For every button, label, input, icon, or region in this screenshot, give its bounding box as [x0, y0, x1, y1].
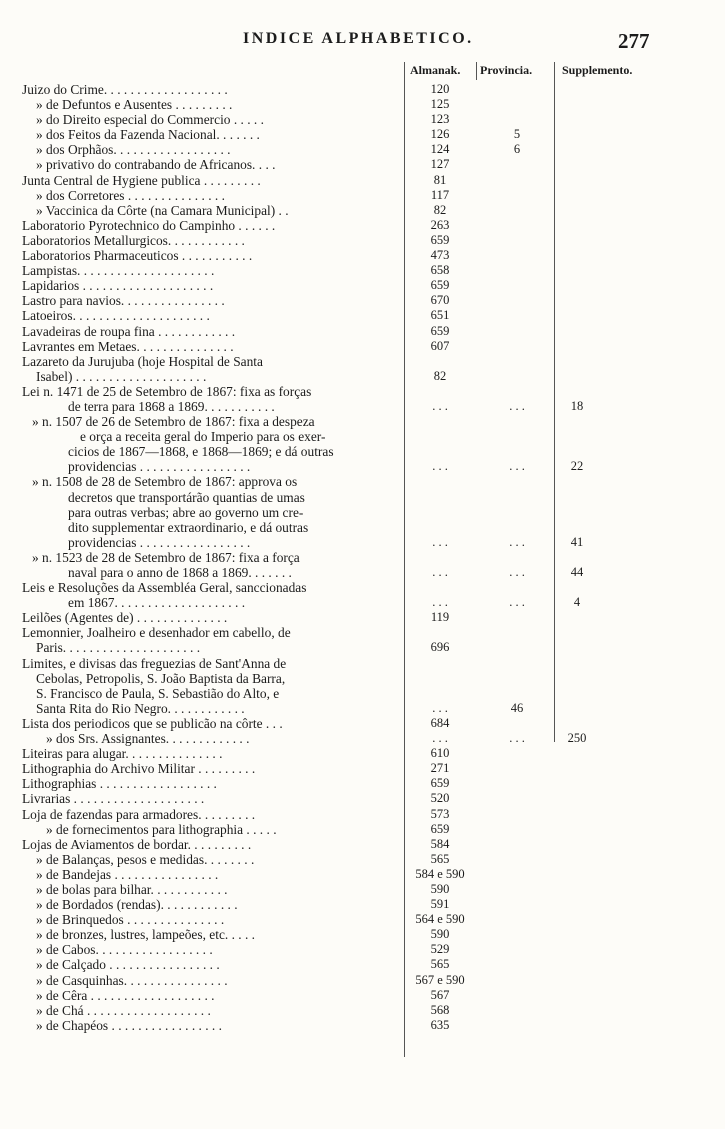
entry-text: Santa Rita do Rio Negro. . . . . . . . . . . .	[36, 700, 245, 716]
entry-text: Lista dos periodicos que se publicão na côrte . . .	[22, 715, 283, 731]
index-entry	[0, 293, 725, 308]
entry-supplemento-ref: 250	[567, 731, 587, 746]
index-entry	[0, 384, 725, 399]
index-entry	[0, 218, 725, 233]
entry-provincia-ref: 6	[513, 142, 521, 157]
entry-almanak-ref: 123	[430, 112, 450, 127]
entry-text: Laboratorio Pyrotechnico do Campinho . . . . . .	[22, 217, 276, 233]
entry-almanak-ref: 591	[430, 897, 450, 912]
entry-almanak-ref: . . .	[432, 565, 448, 579]
index-entry	[0, 595, 725, 610]
entry-text: » n. 1523 de 28 de Setembro de 1867: fixa a força	[32, 549, 300, 565]
index-entry	[0, 157, 725, 172]
entry-almanak-ref: 119	[430, 610, 450, 625]
index-entry	[0, 248, 725, 263]
entry-text: » de Cabos. . . . . . . . . . . . . . . . . .	[36, 942, 213, 958]
entry-almanak-ref: . . .	[432, 534, 448, 549]
entry-supplemento-ref: 18	[570, 398, 584, 413]
entry-almanak-ref: 117	[430, 187, 450, 202]
entry-text: Leilões (Agentes de) . . . . . . . . . . . . . .	[22, 610, 228, 626]
entry-text: » dos Orphãos. . . . . . . . . . . . . . . . . .	[36, 142, 231, 158]
entry-text: e orça a receita geral do Imperio para os exer-	[80, 429, 326, 445]
entry-text: Lavrantes em Metaes. . . . . . . . . . . . . . .	[22, 338, 234, 354]
index-entry	[0, 686, 725, 701]
entry-text: » de Bordados (rendas). . . . . . . . . . . .	[36, 897, 238, 913]
entry-almanak-ref: 590	[430, 881, 450, 896]
entry-almanak-ref: 126	[430, 127, 450, 142]
entry-almanak-ref: 82	[433, 202, 447, 217]
entry-text: » de Calçado . . . . . . . . . . . . . . . . .	[36, 957, 220, 973]
entry-text: » de Chapéos . . . . . . . . . . . . . . . . .	[36, 1017, 222, 1033]
index-entry	[0, 308, 725, 323]
entry-text: » de Balanças, pesos e medidas. . . . . . . .	[36, 851, 255, 867]
entry-text: » dos Feitos da Fazenda Nacional. . . . . . .	[36, 127, 260, 143]
entry-almanak-ref: 529	[430, 942, 450, 957]
entry-text: Laboratorios Pharmaceuticos . . . . . . . . . . .	[22, 248, 253, 264]
entry-almanak-ref: 659	[430, 232, 450, 247]
entry-text: Paris. . . . . . . . . . . . . . . . . . . . .	[36, 640, 201, 656]
index-entry	[0, 550, 725, 565]
entry-text: » do Direito especial do Commercio . . . . .	[36, 112, 264, 128]
entry-text: Limites, e divisas das freguezias de Sant'Anna de	[22, 655, 287, 671]
index-entry	[0, 278, 725, 293]
entry-provincia-ref: . . .	[509, 565, 525, 579]
index-entry	[0, 459, 725, 474]
entry-text: » de bolas para bilhar. . . . . . . . . . . .	[36, 881, 228, 897]
entry-text: » de Defuntos e Ausentes . . . . . . . . .	[36, 97, 233, 113]
index-entry	[0, 867, 725, 882]
entry-text: cicios de 1867—1868, e 1868—1869; e dá outras	[68, 444, 334, 460]
index-entry	[0, 565, 725, 580]
index-entry	[0, 535, 725, 550]
entry-text: » de fornecimentos para lithographia . . . . .	[46, 821, 277, 837]
index-entry	[0, 973, 725, 988]
entry-almanak-ref: . . .	[432, 731, 448, 746]
entry-text: » n. 1507 de 26 de Setembro de 1867: fixa a despeza	[32, 414, 315, 430]
entry-almanak-ref: . . .	[432, 700, 448, 715]
entry-provincia-ref: . . .	[509, 731, 525, 746]
entry-text: Lemonnier, Joalheiro e desenhador em cabello, de	[22, 625, 291, 641]
index-entry	[0, 897, 725, 912]
column-header-almanak: Almanak.	[410, 63, 461, 77]
index-entry	[0, 610, 725, 625]
entry-almanak-ref: 659	[430, 821, 450, 836]
index-entry	[0, 957, 725, 972]
entry-text: Lazareto da Jurujuba (hoje Hospital de Santa	[22, 353, 263, 369]
index-entry	[0, 656, 725, 671]
index-entry	[0, 746, 725, 761]
entry-almanak-ref: 124	[430, 142, 450, 157]
entry-provincia-ref: 46	[510, 700, 524, 715]
entry-almanak-ref: 590	[430, 927, 450, 942]
index-entry	[0, 988, 725, 1003]
entry-almanak-ref: 565	[430, 957, 450, 972]
entry-almanak-ref: 684	[430, 715, 450, 730]
index-entry	[0, 822, 725, 837]
entry-almanak-ref: 651	[430, 308, 450, 323]
entry-supplemento-ref: 41	[570, 534, 584, 549]
entry-almanak-ref: . . .	[432, 459, 448, 474]
entry-text: Junta Central de Hygiene publica . . . . . . . . .	[22, 172, 261, 188]
entry-text: Lampistas. . . . . . . . . . . . . . . . . . . . .	[22, 263, 215, 279]
index-entry	[0, 671, 725, 686]
entry-supplemento-ref: 4	[573, 595, 581, 610]
entry-almanak-ref: 120	[430, 82, 450, 96]
index-entry	[0, 942, 725, 957]
index-entry	[0, 927, 725, 942]
entry-almanak-ref: 567 e 590	[415, 972, 465, 987]
entry-text: Lastro para navios. . . . . . . . . . . . . . . .	[22, 293, 225, 309]
index-entry	[0, 520, 725, 535]
entry-text: providencias . . . . . . . . . . . . . . . . .	[68, 534, 251, 550]
entry-text: Lojas de Aviamentos de bordar. . . . . . . . . .	[22, 836, 252, 852]
entry-text: Livrarias . . . . . . . . . . . . . . . . . . . .	[22, 791, 205, 807]
index-entry	[0, 807, 725, 822]
index-entry	[0, 580, 725, 595]
entry-almanak-ref: 564 e 590	[415, 912, 465, 927]
entry-almanak-ref: 659	[430, 278, 450, 293]
entry-text: Isabel) . . . . . . . . . . . . . . . . . . . .	[36, 368, 207, 384]
entry-text: dito supplementar extraordinario, e dá outras	[68, 519, 309, 535]
entry-text: S. Francisco de Paula, S. Sebastião do Alto, e	[36, 685, 280, 701]
entry-text: Lapidarios . . . . . . . . . . . . . . . . . . . .	[22, 278, 214, 294]
index-entry	[0, 339, 725, 354]
index-entry	[0, 505, 725, 520]
entry-text: Juizo do Crime. . . . . . . . . . . . . . . . . . .	[22, 82, 228, 97]
index-entry	[0, 474, 725, 489]
entry-almanak-ref: 607	[430, 338, 450, 353]
entry-almanak-ref: 473	[430, 248, 450, 263]
page-title: INDICE ALPHABETICO.	[243, 30, 474, 47]
entry-text: » de Cêra . . . . . . . . . . . . . . . . . . .	[36, 987, 215, 1003]
entry-text: de terra para 1868 a 1869. . . . . . . . . . .	[68, 398, 275, 414]
index-entry	[0, 716, 725, 731]
entry-almanak-ref: 82	[433, 368, 447, 383]
index-entry	[0, 127, 725, 142]
entry-almanak-ref: . . .	[432, 595, 448, 610]
entry-almanak-ref: 670	[430, 293, 450, 308]
index-entry	[0, 399, 725, 414]
index-entry	[0, 142, 725, 157]
entry-text: Cebolas, Petropolis, S. João Baptista da Barra,	[36, 670, 286, 686]
entry-text: Laboratorios Metallurgicos. . . . . . . . . . . .	[22, 232, 245, 248]
index-entry	[0, 912, 725, 927]
index-entry	[0, 203, 725, 218]
entry-almanak-ref: 271	[430, 761, 450, 776]
index-entry	[0, 233, 725, 248]
entry-text: Liteiras para alugar. . . . . . . . . . . . . . .	[22, 746, 223, 762]
entry-almanak-ref: 263	[430, 217, 450, 232]
entry-supplemento-ref: 44	[570, 565, 584, 579]
entry-text: » privativo do contrabando de Africanos. . . .	[36, 157, 276, 173]
entry-almanak-ref: 584 e 590	[415, 866, 465, 881]
entry-text: » de Brinquedos . . . . . . . . . . . . . . .	[36, 912, 225, 928]
entry-text: Lavadeiras de roupa fina . . . . . . . . . . . .	[22, 323, 236, 339]
entry-provincia-ref: . . .	[509, 595, 525, 610]
index-entry	[0, 188, 725, 203]
entry-provincia-ref: . . .	[509, 398, 525, 413]
column-divider	[476, 62, 477, 80]
index-entry	[0, 776, 725, 791]
index-entry	[0, 414, 725, 429]
entry-provincia-ref: . . .	[509, 459, 525, 474]
entry-text: » dos Srs. Assignantes. . . . . . . . . . . . .	[46, 731, 250, 747]
entry-text: » de Bandejas . . . . . . . . . . . . . . . .	[36, 866, 219, 882]
entry-almanak-ref: 584	[430, 836, 450, 851]
index-entry	[0, 625, 725, 640]
entry-almanak-ref: 659	[430, 323, 450, 338]
entry-almanak-ref: 573	[430, 806, 450, 821]
entry-provincia-ref: . . .	[509, 534, 525, 549]
column-header-supplemento: Supplemento.	[562, 63, 633, 77]
entry-text: providencias . . . . . . . . . . . . . . . . .	[68, 459, 251, 475]
entry-almanak-ref: 658	[430, 263, 450, 278]
entry-almanak-ref: 696	[430, 640, 450, 655]
entry-text: naval para o anno de 1868 a 1869. . . . . . .	[68, 565, 292, 580]
entry-almanak-ref: 568	[430, 1002, 450, 1017]
entry-text: » de bronzes, lustres, lampeões, etc. . . . .	[36, 927, 256, 943]
index-entry	[0, 112, 725, 127]
entry-almanak-ref: 659	[430, 776, 450, 791]
index-entry	[0, 490, 725, 505]
column-header-provincia: Provincia.	[480, 63, 533, 77]
entry-text: Lithographias . . . . . . . . . . . . . . . . . .	[22, 776, 217, 792]
index-entry	[0, 761, 725, 776]
index-entry	[0, 354, 725, 369]
index-entries	[0, 82, 725, 1033]
index-entry	[0, 173, 725, 188]
index-entry	[0, 640, 725, 655]
entry-provincia-ref: 5	[513, 127, 521, 142]
index-entry	[0, 852, 725, 867]
index-entry	[0, 1018, 725, 1033]
entry-text: para outras verbas; abre ao governo um cre-	[68, 504, 304, 520]
entry-text: Loja de fazendas para armadores. . . . . . . . .	[22, 806, 256, 822]
index-entry	[0, 97, 725, 112]
index-entry	[0, 82, 725, 97]
index-entry	[0, 1003, 725, 1018]
entry-almanak-ref: 635	[430, 1017, 450, 1032]
entry-almanak-ref: 520	[430, 791, 450, 806]
entry-almanak-ref: 610	[430, 746, 450, 761]
index-entry	[0, 882, 725, 897]
index-entry	[0, 701, 725, 716]
entry-text: decretos que transportárão quantias de umas	[68, 489, 305, 505]
entry-text: em 1867. . . . . . . . . . . . . . . . . . . .	[68, 595, 246, 611]
index-entry	[0, 324, 725, 339]
entry-text: » de Casquinhas. . . . . . . . . . . . . . . .	[36, 972, 228, 988]
index-entry	[0, 429, 725, 444]
index-entry	[0, 791, 725, 806]
entry-almanak-ref: . . .	[432, 398, 448, 413]
index-entry	[0, 263, 725, 278]
entry-text: » n. 1508 de 28 de Setembro de 1867: approva os	[32, 474, 298, 490]
index-entry	[0, 444, 725, 459]
entry-almanak-ref: 125	[430, 97, 450, 112]
index-entry	[0, 837, 725, 852]
entry-supplemento-ref: 22	[570, 459, 584, 474]
index-entry	[0, 369, 725, 384]
entry-almanak-ref: 565	[430, 851, 450, 866]
entry-text: Lithographia do Archivo Militar . . . . . . . . .	[22, 761, 256, 777]
entry-almanak-ref: 81	[433, 172, 447, 187]
entry-almanak-ref: 127	[430, 157, 450, 172]
entry-text: » Vaccinica da Côrte (na Camara Municipal) . .	[36, 202, 289, 218]
entry-text: » de Chá . . . . . . . . . . . . . . . . . . .	[36, 1002, 211, 1018]
entry-almanak-ref: 567	[430, 987, 450, 1002]
entry-text: » dos Corretores . . . . . . . . . . . . . . .	[36, 187, 225, 203]
entry-text: Latoeiros. . . . . . . . . . . . . . . . . . . . .	[22, 308, 210, 324]
entry-text: Lei n. 1471 de 25 de Setembro de 1867: fixa as forças	[22, 383, 312, 399]
page-number: 277	[618, 29, 650, 53]
entry-text: Leis e Resoluções da Assembléa Geral, sanccionadas	[22, 580, 307, 596]
index-entry	[0, 731, 725, 746]
